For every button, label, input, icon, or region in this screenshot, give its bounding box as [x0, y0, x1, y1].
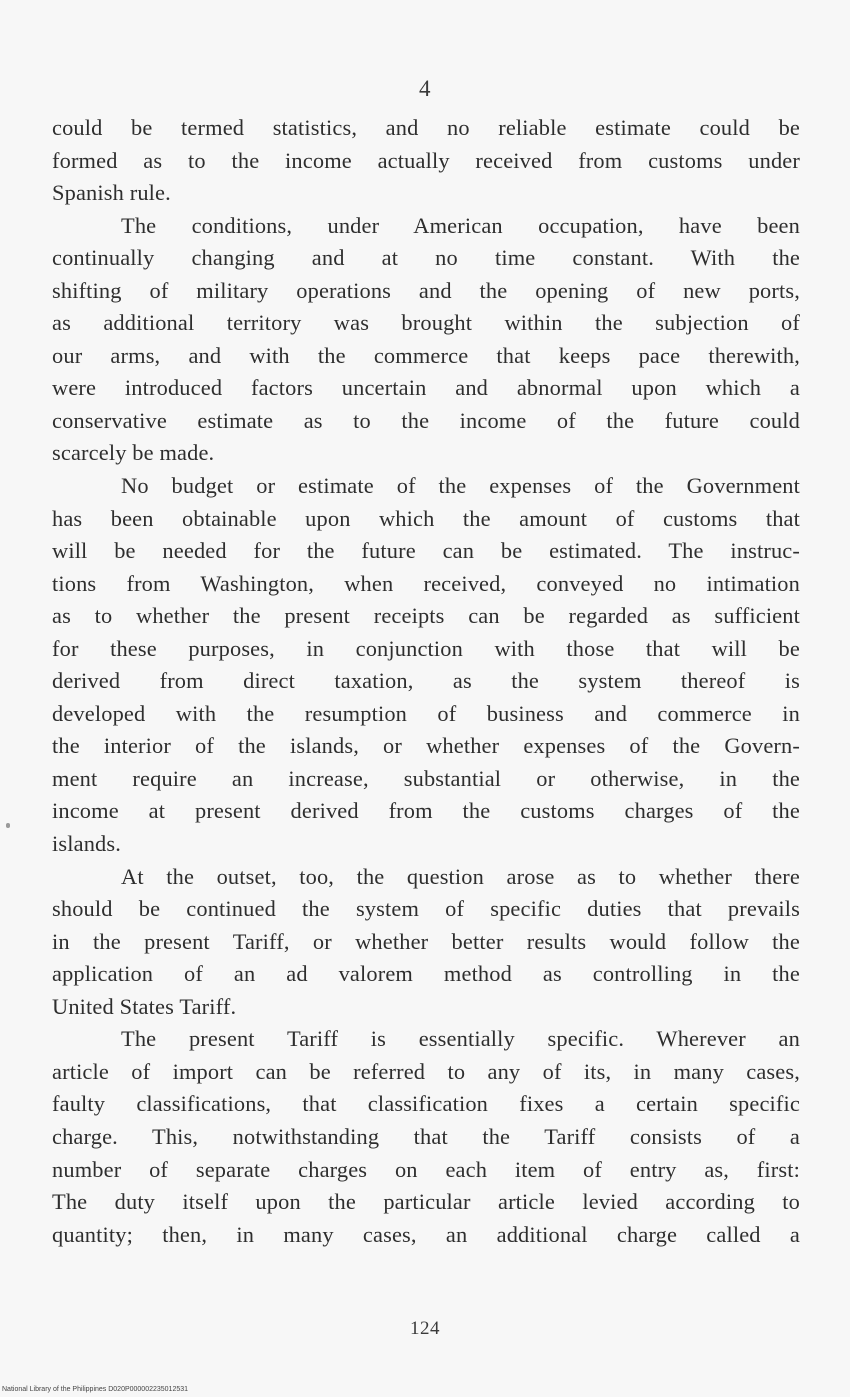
text-line: derived from direct taxation, as the system thereof is	[52, 668, 800, 694]
text-line: as additional territory was brought within the subjection of	[52, 310, 800, 336]
text-line: number of separate charges on each item of entry as, first:	[52, 1156, 800, 1182]
text-line: developed with the resumption of business and commerce in	[52, 700, 800, 726]
text-line: tions from Washington, when received, conveyed no intimation	[52, 570, 800, 596]
page-number-top: 4	[419, 76, 431, 101]
text-line: quantity; then, in many cases, an additional charge called a	[52, 1221, 800, 1247]
text-line: The conditions, under American occupation, have been	[121, 212, 800, 238]
text-line: formed as to the income actually received from customs under	[52, 147, 800, 173]
text-line: has been obtainable upon which the amount of customs that	[52, 505, 800, 531]
text-line: were introduced factors uncertain and abnormal upon which a	[52, 375, 800, 401]
text-line: should be continued the system of specific duties that prevails	[52, 896, 800, 922]
text-line: At the outset, too, the question arose as to whether there	[121, 863, 800, 889]
text-line: the interior of the islands, or whether expenses of the Govern-	[52, 733, 800, 759]
text-line: continually changing and at no time constant. With the	[52, 245, 800, 271]
text-line: United States Tariff.	[52, 993, 237, 1019]
text-line: for these purposes, in conjunction with those that will be	[52, 635, 800, 661]
text-line: could be termed statistics, and no reliable estimate could be	[52, 115, 800, 140]
page-number-bottom: 124	[410, 1318, 440, 1339]
text-line: conservative estimate as to the income of the future could	[52, 407, 800, 433]
scan-speck	[6, 823, 10, 828]
text-line: No budget or estimate of the expenses of the Government	[121, 473, 800, 499]
text-line: as to whether the present receipts can be regarded as sufficient	[52, 603, 800, 629]
text-line: The duty itself upon the particular article levied according to	[52, 1189, 800, 1215]
text-line: scarcely be made.	[52, 440, 215, 466]
scan-credit: National Library of the Philippines D020P000002235012531	[2, 1386, 189, 1393]
text-line: will be needed for the future can be estimated. The instruc-	[52, 538, 800, 564]
text-line: our arms, and with the commerce that keeps pace therewith,	[52, 342, 800, 368]
text-line: shifting of military operations and the opening of new ports,	[52, 277, 800, 303]
body-text	[52, 112, 800, 1251]
text-line: article of import can be referred to any of its, in many cases,	[52, 1058, 800, 1084]
text-line: in the present Tariff, or whether better results would follow the	[52, 928, 800, 954]
text-line: ment require an increase, substantial or otherwise, in the	[52, 765, 800, 791]
text-line: income at present derived from the customs charges of the	[52, 798, 800, 824]
text-line: application of an ad valorem method as controlling in the	[52, 961, 800, 987]
text-line: Spanish rule.	[52, 180, 171, 206]
text-line: faulty classifications, that classification fixes a certain specific	[52, 1091, 800, 1117]
text-line: islands.	[52, 831, 121, 857]
text-line: The present Tariff is essentially specific. Wherever an	[121, 1026, 800, 1052]
text-line: charge. This, notwithstanding that the Tariff consists of a	[52, 1123, 800, 1149]
